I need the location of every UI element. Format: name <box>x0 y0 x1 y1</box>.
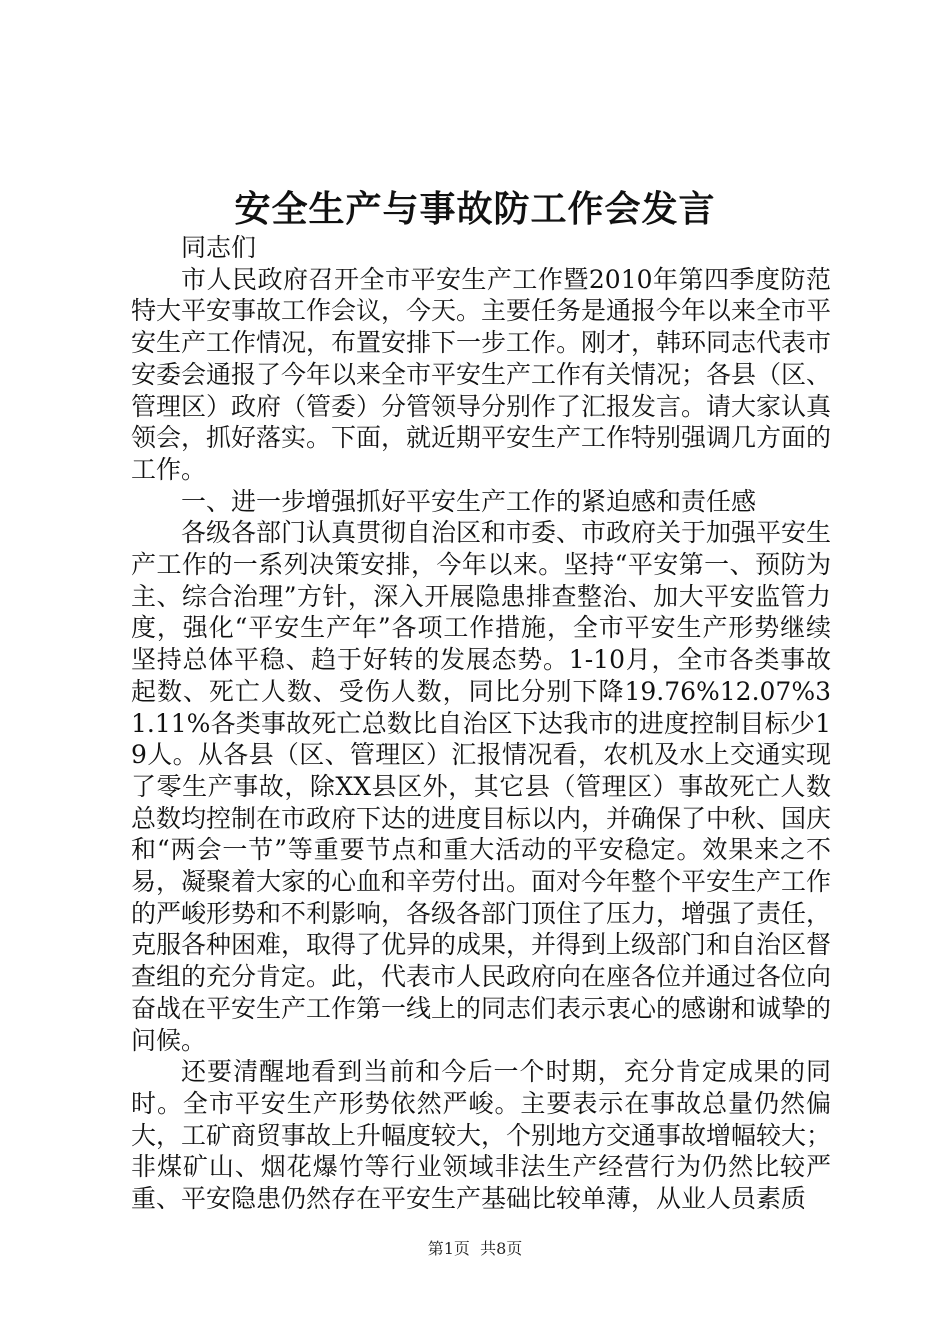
document-body <box>131 232 831 1215</box>
document-title: 安全生产与事故防工作会发言 <box>234 188 716 230</box>
page-footer <box>0 1238 950 1260</box>
page-number: 第1页 <box>427 1239 470 1258</box>
body-paragraph: 还要清醒地看到当前和今后一个时期，充分肯定成果的同时。全市平安生产形势依然严峻。主要表示在事故总量仍然偏大，工矿商贸事故上升幅度较大，个别地方交通事故增幅较大；非煤矿山、烟花爆竹等行业领域非法生产经营行为仍然比较严重、平安隐患仍然存在平安生产基础比较单薄，从业人员素质 <box>131 1057 832 1214</box>
salutation-paragraph: 同志们 <box>181 233 257 262</box>
page-total: 共8页 <box>480 1239 523 1258</box>
intro-paragraph: 市人民政府召开全市平安生产工作暨2010年第四季度防范特大平安事故工作会议，今天。主要任务是通报今年以来全市平安生产工作情况，布置安排下一步工作。刚才，韩环同志代表市安委会通报了今年以来全市平安生产工作有关情况；各县（区、管理区）政府（管委）分管领导分别作了汇报发言。请大家认真领会，抓好落实。下面，就近期平安生产工作特别强调几方面的工作。 <box>131 264 832 484</box>
body-paragraph: 各级各部门认真贯彻自治区和市委、市政府关于加强平安生产工作的一系列决策安排，今年以来。坚持“平安第一、预防为主、综合治理”方针，深入开展隐患排查整治、加大平安监管力度，强化“平安生产年”各项工作措施，全市平安生产形势继续坚持总体平稳、趋于好转的发展态势。1-10月，全市各类事故起数、死亡人数、受伤人数，同比分别下降19.76%12.07%31.11%各类事故死亡总数比自治区下达我市的进度控制目标少19人。从各县（区、管理区）汇报情况看，农机及水上交通实现了零生产事故，除XX县区外，其它县（管理区）事故死亡人数总数均控制在市政府下达的进度目标以内，并确保了中秋、国庆和“两会一节”等重要节点和重大活动的平安稳定。效果来之不易，凝聚着大家的心血和辛劳付出。面对今年整个平安生产工作的严峻形势和不利影响，各级各部门顶住了压力，增强了责任，克服各种困难，取得了优异的成果，并得到上级部门和自治区督查组的充分肯定。此，代表市人民政府向在座各位并通过各位向奋战在平安生产工作第一线上的同志们表示衷心的感谢和诚挚的问候。 <box>131 518 832 1055</box>
section-heading: 一、进一步增强抓好平安生产工作的紧迫感和责任感 <box>181 486 757 516</box>
